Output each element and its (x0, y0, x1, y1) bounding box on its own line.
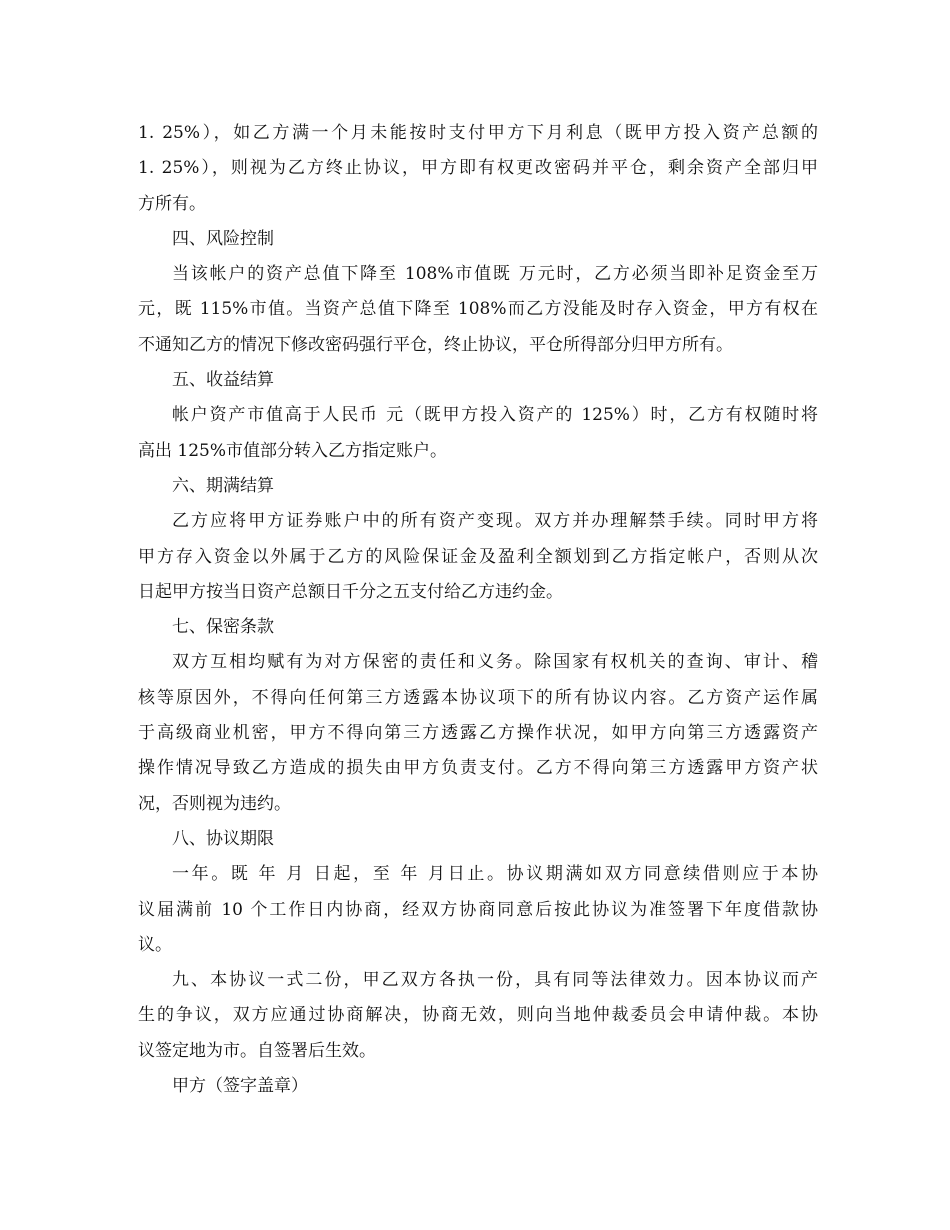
document-body (138, 116, 818, 1104)
paragraph-line: 议。 (138, 934, 172, 955)
paragraph-line: 于高级商业机密，甲方不得向第三方透露乙方操作状况，如甲方向第三方透露资产 (138, 723, 818, 744)
paragraph-line: 双方互相均赋有为对方保密的责任和义务。除国家有权机关的查询、审计、稽 (172, 652, 818, 673)
paragraph-line: 生的争议，双方应通过协商解决，协商无效，则向当地仲裁委员会申请仲裁。本协 (138, 1005, 818, 1026)
paragraph-line: 方所有。 (138, 193, 206, 214)
heading-text: 七、保密条款 (172, 617, 274, 638)
paragraph-line: 1. 25%），如乙方满一个月未能按时支付甲方下月利息（既甲方投入资产总额的 (138, 123, 818, 143)
paragraph (138, 398, 818, 469)
heading-text: 四、风险控制 (172, 228, 274, 249)
paragraph (138, 257, 818, 363)
paragraph-line: 议签定地为市。自签署后生效。 (138, 1040, 376, 1061)
heading-text: 八、协议期限 (172, 828, 274, 849)
paragraph-line: 核等原因外，不得向任何第三方透露本协议项下的所有协议内容。乙方资产运作属 (138, 687, 818, 708)
paragraph-line: 不通知乙方的情况下修改密码强行平仓，终止协议，平仓所得部分归甲方所有。 (138, 334, 733, 355)
paragraph (138, 645, 818, 821)
paragraph-line: 乙方应将甲方证券账户中的所有资产变现。双方并办理解禁手续。同时甲方将 (172, 511, 818, 532)
section-heading (138, 822, 818, 857)
paragraph-line: 一年。既 年 月 日起，至 年 月日止。协议期满如双方同意续借则应于本协 (172, 864, 818, 885)
paragraph-line: 当该帐户的资产总值下降至 108%市值既 万元时，乙方必须当即补足资金至万 (172, 264, 818, 285)
paragraph-line: 帐户资产市值高于人民币 元（既甲方投入资产的 125%）时，乙方有权随时将 (172, 405, 818, 426)
paragraph (138, 116, 818, 222)
paragraph-line: 1. 25%），则视为乙方终止协议，甲方即有权更改密码并平仓，剩余资产全部归甲 (138, 158, 818, 179)
paragraph-line: 议届满前 10 个工作日内协商，经双方协商同意后按此协议为准签署下年度借款协 (138, 899, 818, 920)
paragraph-line: 日起甲方按当日资产总额日千分之五支付给乙方违约金。 (138, 581, 563, 602)
paragraph-line: 况，否则视为违约。 (138, 793, 291, 814)
section-heading (138, 1069, 818, 1104)
heading-text: 甲方（签字盖章） (172, 1076, 308, 1097)
section-heading (138, 469, 818, 504)
paragraph-line: 高出 125%市值部分转入乙方指定账户。 (138, 440, 448, 461)
paragraph-line: 操作情况导致乙方造成的损失由甲方负责支付。乙方不得向第三方透露甲方资产状 (138, 758, 818, 779)
section-heading (138, 222, 818, 257)
paragraph-line: 元，既 115%市值。当资产总值下降至 108%而乙方没能及时存入资金，甲方有权在 (138, 299, 818, 320)
paragraph (138, 963, 818, 1069)
paragraph (138, 857, 818, 963)
section-heading (138, 610, 818, 645)
heading-text: 五、收益结算 (172, 370, 274, 391)
section-heading (138, 363, 818, 398)
paragraph-line: 九、本协议一式二份，甲乙双方各执一份，具有同等法律效力。因本协议而产 (172, 970, 818, 991)
paragraph (138, 504, 818, 610)
heading-text: 六、期满结算 (172, 475, 274, 496)
paragraph-line: 甲方存入资金以外属于乙方的风险保证金及盈利全额划到乙方指定帐户，否则从次 (138, 546, 818, 567)
